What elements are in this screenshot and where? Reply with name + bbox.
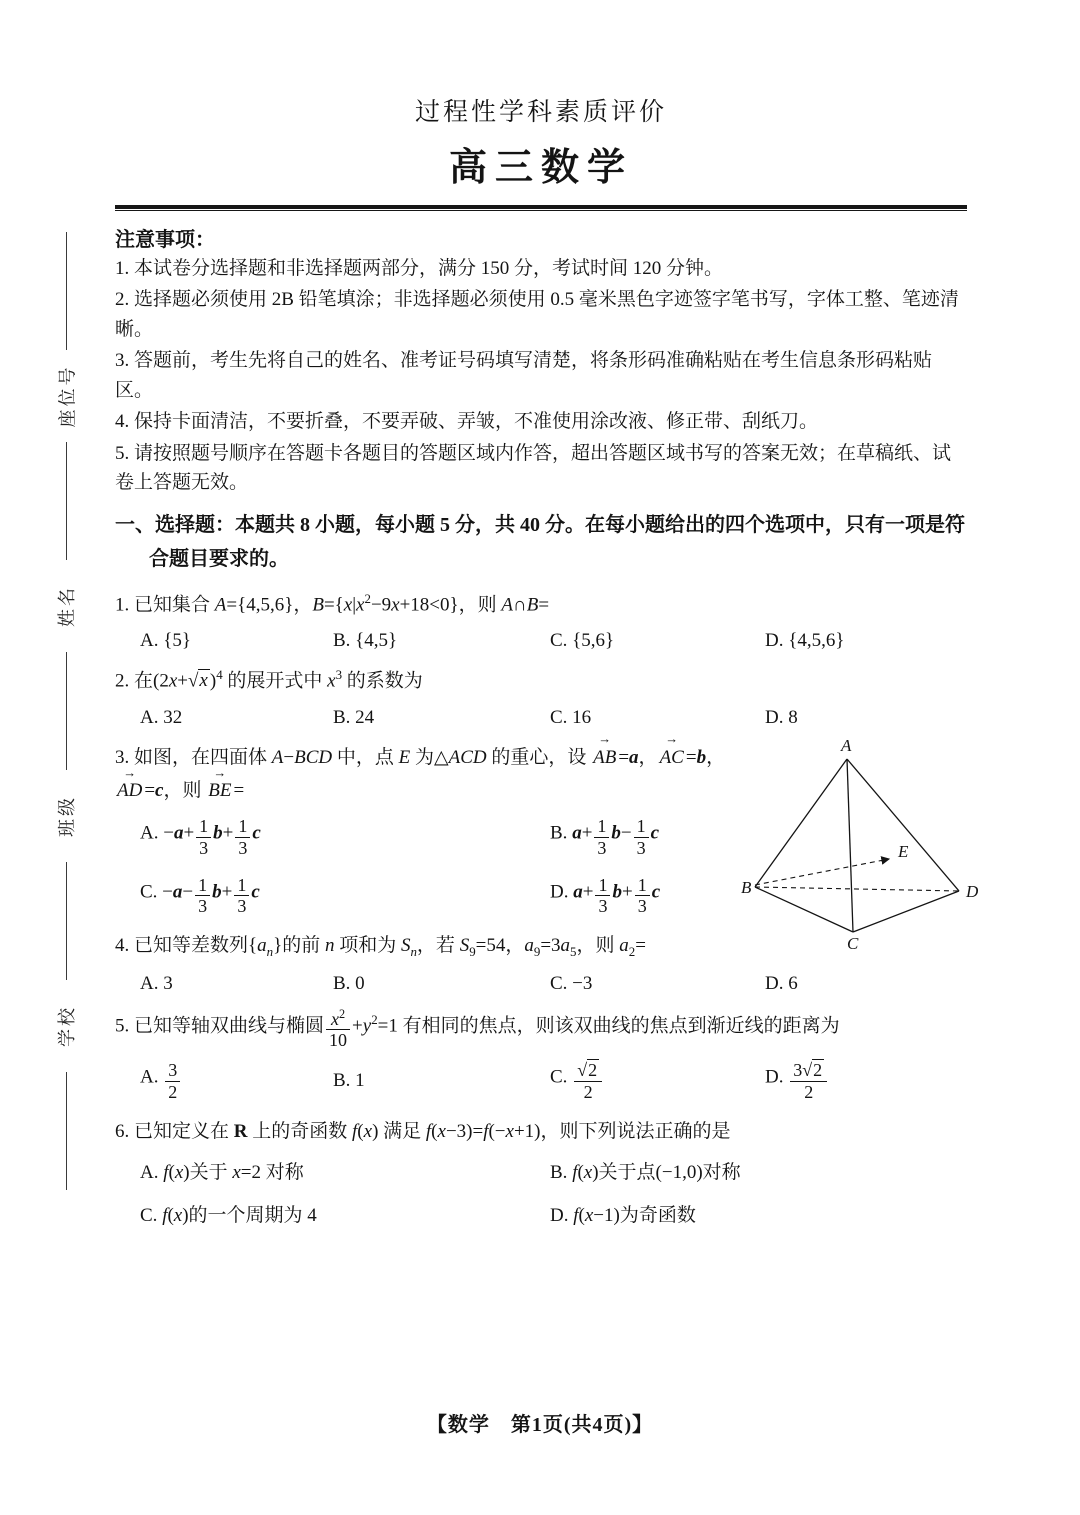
vertex-label-e: E [898,841,909,861]
question-5-option-d: D. $\frac{3√2}{2}$ [765,1060,967,1103]
question-6-option-c: C. f(x)的一个周期为 4 [140,1204,317,1226]
question-3-option-b: B. a+ $\frac{1}{3}$ b− $\frac{1}{3}$ c [550,816,660,858]
vertex-label-a: A [841,735,852,755]
vertex-label-d: D [966,881,979,901]
seal-margin-line [66,232,67,350]
question-2 [115,664,967,729]
seal-margin-line [66,1072,67,1190]
question-5-option-b: B. 1 [333,1070,365,1092]
seal-field-class [45,780,87,852]
question-1-options [115,630,967,652]
question-4-option-b: B. 0 [333,972,365,994]
question-4-stem: 4. 已知等差数列$\{a_n\}$的前 n 项和为 $S_n$，若 $S_9=54$，$a_9=3a_5$，则 $a_2=$ [115,935,646,959]
vertex-label-c: C [847,933,859,953]
question-1-option-a: A. {5} [140,630,191,652]
question-1-option-d: D. {4,5,6} [765,630,845,652]
question-6-option-d: D. f(x−1)为奇函数 [550,1204,696,1226]
note-item-4: 4. 保持卡面清洁，不要折叠，不要弄破、弄皱，不准使用涂改液、修正带、刮纸刀。 [115,411,819,433]
note-item-2: 2. 选择题必须使用 2B 铅笔填涂；非选择题必须使用 0.5 毫米黑色字迹签字笔书写，字体工整、笔迹清晰。 [115,289,959,340]
header-rule [115,205,967,211]
question-6-options [115,1157,967,1227]
question-6-option-b: B. f(x)关于点(−1,0)对称 [550,1161,741,1183]
question-4-option-d: D. 6 [765,972,798,994]
question-2-options [115,707,967,729]
question-3-options [115,816,835,917]
question-3-option-d: D. a+ $\frac{1}{3}$ b+ $\frac{1}{3}$ c [550,874,661,917]
page-footer: 【数学 第1页(共4页)】 [426,1414,654,1436]
section1-heading: 一、选择题：本题共 8 小题，每小题 5 分，共 40 分。在每小题给出的四个选项中，只有一项是符合题目要求的。 [115,513,965,570]
seal-field-class-label: 班级 [57,795,77,837]
seal-field-name [45,570,87,642]
note-item-5: 5. 请按照题号顺序在答题卡各题目的答题区域内作答，超出答题区域书写的答案无效；在草稿纸、试卷上答题无效。 [115,442,952,494]
seal-field-school-label: 学校 [57,1005,77,1047]
question-5-option-c: C. $\frac{√2}{2}$ [550,1060,765,1103]
question-5-option-a: A. $\frac{3}{2}$ [140,1060,333,1103]
question-5-options [115,1060,967,1103]
exam-content [115,0,979,1227]
question-6-stem: 6. 已知定义在 R 上的奇函数 f(x) 满足 f(x−3)=f(−x+1)，则下列说法正确的是 [115,1120,731,1142]
question-2-stem: 2. 在(2x+√x )$^4$ 的展开式中 $x^3$ 的系数为 [115,667,423,692]
tetrahedron-svg [741,735,981,953]
vertex-label-b: B [741,877,752,897]
question-1-option-b: B. {4,5} [333,630,398,652]
question-1 [115,588,967,653]
question-4-options [115,973,967,995]
question-3-stem: 3. 如图，在四面体 A−BCD 中，点 E 为△ACD 的重心，设 AB → =a， AC → =b，AD → =c，则 BE → = [115,741,740,808]
seal-field-school [45,990,87,1062]
seal-margin-line [66,862,67,980]
question-4-option-a: A. 3 [140,972,173,994]
question-4 [115,929,967,994]
question-3-option-a: A. −a+ $\frac{1}{3}$ b+ $\frac{1}{3}$ c [140,816,261,858]
seal-margin [46,232,86,1190]
question-2-option-b: B. 24 [333,706,375,728]
exam-subtitle: 高三数学 [448,147,633,189]
notes-section [115,223,967,498]
question-6-option-a: A. f(x)关于 x=2 对称 [140,1161,304,1183]
question-5-stem: 5. 已知等轴双曲线与椭圆 $\frac{x^2}{10}$ $+y^2=1$ 有相同的焦点，则该双曲线的焦点到渐近线的距离为 [115,1006,840,1051]
seal-field-name-label: 姓名 [57,585,77,627]
seal-margin-line [66,442,67,560]
question-2-option-d: D. 8 [765,706,798,728]
question-2-option-a: A. 32 [140,706,183,728]
question-5 [115,1007,967,1103]
question-1-stem: 1. 已知集合 A={4,5,6}，$B=\{x|x^2-9x+18<0\}$，则 A∩B= [115,590,550,615]
seal-field-seat-number [35,360,98,432]
seal-field-seat-number-label: 座位号 [57,364,77,428]
note-item-3: 3. 答题前，考生先将自己的姓名、准考证号码填写清楚，将条形码准确粘贴在考生信息条形码粘贴区。 [115,350,933,401]
exam-title: 过程性学科素质评价 [414,99,667,126]
question-2-option-c: C. 16 [550,706,592,728]
question-6 [115,1115,967,1227]
note-item-1: 1. 本试卷分选择题和非选择题两部分，满分 150 分，考试时间 120 分钟。 [115,258,724,279]
seal-margin-line [66,652,67,770]
question-3-option-c: C. −a− $\frac{1}{3}$ b+ $\frac{1}{3}$ c [140,874,260,917]
question-4-option-c: C. −3 [550,972,593,994]
notes-heading: 注意事项： [115,229,215,251]
question-1-option-c: C. {5,6} [550,630,615,652]
tetrahedron-figure [741,735,981,953]
